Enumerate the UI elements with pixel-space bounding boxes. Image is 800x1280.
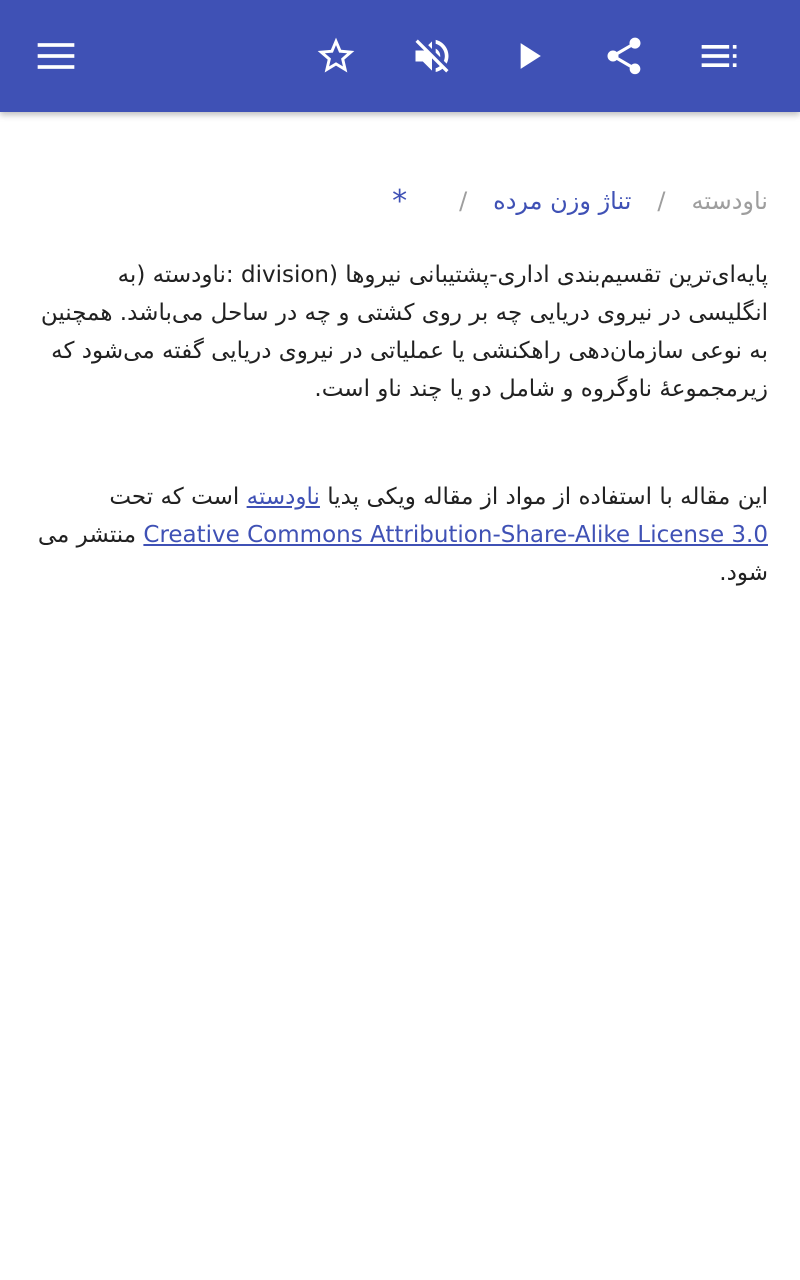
article-english-term: division	[240, 262, 329, 288]
app-bar	[0, 0, 800, 112]
breadcrumb-root-link[interactable]: *	[392, 183, 408, 219]
breadcrumb-parent-link[interactable]: تناژ وزن مرده	[493, 187, 632, 215]
attribution-suffix: منتشر می شود.	[37, 522, 768, 586]
play-button[interactable]	[496, 24, 560, 88]
article-text-after: :ناودسته (به انگلیسی در نیروی دریایی چه بر روی کشتی و چه در ساحل می‌باشد. همچنین به نوعی سازمان‌دهی راهکنشی یا عملیاتی در نیروی دریایی گفته می‌شود که زیرمجموعهٔ ناوگروه و شامل دو یا چند ناو است.	[40, 262, 768, 402]
attribution-paragraph	[32, 478, 768, 592]
share-icon	[602, 34, 646, 78]
source-article-link[interactable]: ناودسته	[246, 484, 320, 510]
play-icon	[506, 34, 550, 78]
breadcrumb-current: ناودسته	[691, 187, 768, 215]
table-of-contents-button[interactable]	[688, 24, 752, 88]
attribution-prefix: این مقاله با استفاده از مواد از مقاله ویکی پدیا	[327, 484, 768, 510]
mute-button[interactable]	[400, 24, 464, 88]
volume-off-icon	[410, 34, 454, 78]
favorite-button[interactable]	[304, 24, 368, 88]
attribution-middle: است که تحت	[109, 484, 240, 510]
star-outline-icon	[314, 34, 358, 78]
menu-button[interactable]	[24, 24, 88, 88]
breadcrumb-separator: /	[459, 187, 468, 215]
article-content	[32, 256, 768, 592]
menu-icon	[34, 34, 78, 78]
breadcrumb-separator: /	[657, 187, 666, 215]
breadcrumb	[32, 176, 768, 226]
list-icon	[698, 34, 742, 78]
article-paragraph	[32, 256, 768, 408]
license-link[interactable]: Creative Commons Attribution-Share-Alike License 3.0	[143, 522, 768, 548]
share-button[interactable]	[592, 24, 656, 88]
article-text-before: پایه‌ای‌ترین تقسیم‌بندی اداری-پشتیبانی نیروها (	[329, 262, 768, 288]
